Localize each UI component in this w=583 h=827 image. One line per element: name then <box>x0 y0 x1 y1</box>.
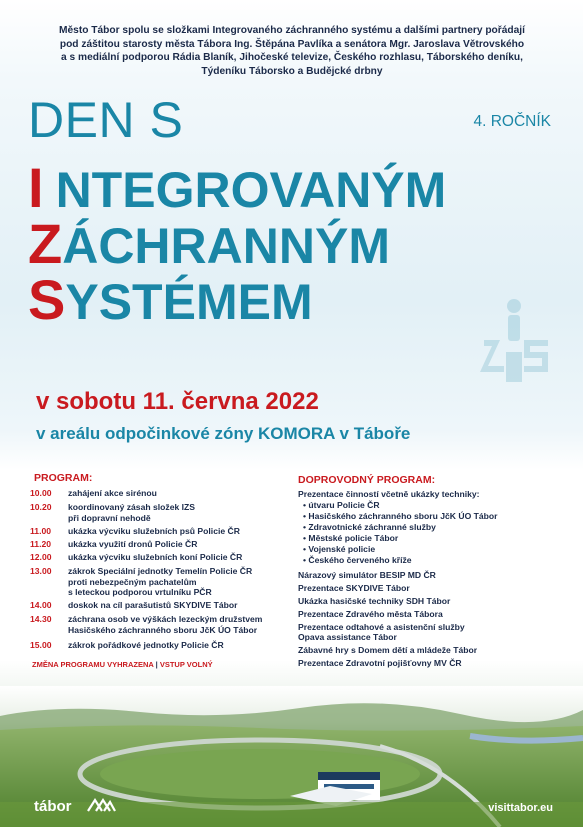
website-url[interactable]: visittabor.eu <box>488 802 553 814</box>
doprovod-item: Prezentace Zdravého města Tábora <box>298 609 443 619</box>
title-zachrannym: ZÁCHRANNÝM <box>28 212 390 275</box>
title-systemem: SYSTÉMEM <box>28 268 313 331</box>
program-note: ZMĚNA PROGRAMU VYHRAZENA | VSTUP VOLNÝ <box>32 660 213 669</box>
doprovod-item: Prezentace Zdravotní pojišťovny MV ČR <box>298 658 462 668</box>
doprovod-item: Prezentace odtahové a asistenční služby <box>298 622 465 632</box>
doprovod-item: Zábavné hry s Domem dětí a mládeže Tábor <box>298 645 478 655</box>
doprovod-bullet: • Českého červeného kříže <box>303 555 412 565</box>
doprovod-bullet: • Městské policie Tábor <box>303 533 399 543</box>
doprovod-item: Ukázka hasičské techniky SDH Tábor <box>298 596 451 606</box>
doprovod-bullet: • útvaru Policie ČR <box>303 500 380 510</box>
event-place: v areálu odpočinkové zóny KOMORA v Táboře <box>36 424 411 443</box>
poster: Město Tábor spolu se složkami Integrovaného záchranného systému a dalšími partnery pořádají pod záštitou starosty města Tábora Ing. Štěpána Pavlíka a senátora Mgr. Jaroslava Větrovského a s mediální podporou Rádia Blaník, Jihočeské televize, Českého rozhlasu, Táborského deníku, Týdeníku Táborsko a Budějcké drbny DEN S 4. ROČNÍK I NTEGROVANÝM ZÁCHRANNÝM SYSTÉMEM v sobotu 11. června 2022 v areálu odpočinkové zóny KOMORA v Táboře PROGRAM: 10.00 zahájení akce sirénou 10.20 koordinovaný zásah složek IZS při dopravní nehodě 11.00 ukázka výcviku služebních psů Policie ČR 11.20 ukázka využití dronů Policie ČR 12.00 ukázka výcviku služebních koní Policie ČR 13.00 zákrok Speciální jednotky Temelín Policie ČR proti nebezpečným pachatelům s leteckou podporou vrtulníku PČR 14.00 doskok na cíl parašutistů SKYDIVE Tábor 14.30 záchrana osob ve výškách lezeckým družstvem Hasičského záchranného sboru JčK ÚO Tábor 15.00 zákrok pořádkové jednotky Policie ČR ZMĚNA PROGRAMU VYHRAZENA | VSTUP VOLNÝ DOPROVODNÝ PROGRAM: Prezentace činností včetně ukázky techniky: • útvaru Policie ČR • Hasičského záchranného sboru JčK ÚO Tábor • Zdravotnické záchranné služby • Městské policie Tábor • Vojenské policie • Českého červeného kříže Nárazový simulátor BESIP MD ČR Prezentace SKYDIVE Tábor Ukázka hasičské techniky SDH Tábor Prezentace Zdravého města Tábora Prezentace odtahové a asistenční služby Opava assistance Tábor Zábavné hry s Domem dětí a mládeže Tábor Prezentace Zdravotní pojišťovny MV ČR tábor visittabor.eu <box>0 0 583 827</box>
intro-text: Město Tábor spolu se složkami Integrovaného záchranného systému a dalšími partnery pořádají pod záštitou starosty města Tábora Ing. Štěpána Pavlíka a senátora Mgr. Jaroslava Větrovského a s mediální podporou Rádia Blaník, Jihočeské televize, Českého rozhlasu, Táborského deníku, Týdeníku Táborsko a Budějcké drbny <box>59 25 525 77</box>
tabor-logo-icon <box>86 796 116 814</box>
doprovod-bullet: • Zdravotnické záchranné služby <box>303 522 436 532</box>
doprovod-bullet: • Hasičského záchranného sboru JčK ÚO Tábor <box>303 511 498 521</box>
doprovod-item: Nárazový simulátor BESIP MD ČR <box>298 570 436 580</box>
doprovod-heading: DOPROVODNÝ PROGRAM: <box>298 474 436 486</box>
doprovod-item: Prezentace SKYDIVE Tábor <box>298 583 410 593</box>
doprovod-item: Opava assistance Tábor <box>298 632 397 642</box>
izs-logo-icon <box>478 296 550 382</box>
doprovod-intro: Prezentace činností včetně ukázky techniky: <box>298 489 480 499</box>
program-heading: PROGRAM: <box>34 472 93 484</box>
title-integrovanym: I NTEGROVANÝM <box>28 156 447 219</box>
doprovod-bullet: • Vojenské policie <box>303 544 376 554</box>
tabor-logo-text: tábor <box>34 798 72 815</box>
rocnik-label: 4. ROČNÍK <box>473 113 551 130</box>
event-date: v sobotu 11. června 2022 <box>36 388 319 415</box>
title-line-1: DEN S <box>28 92 184 148</box>
